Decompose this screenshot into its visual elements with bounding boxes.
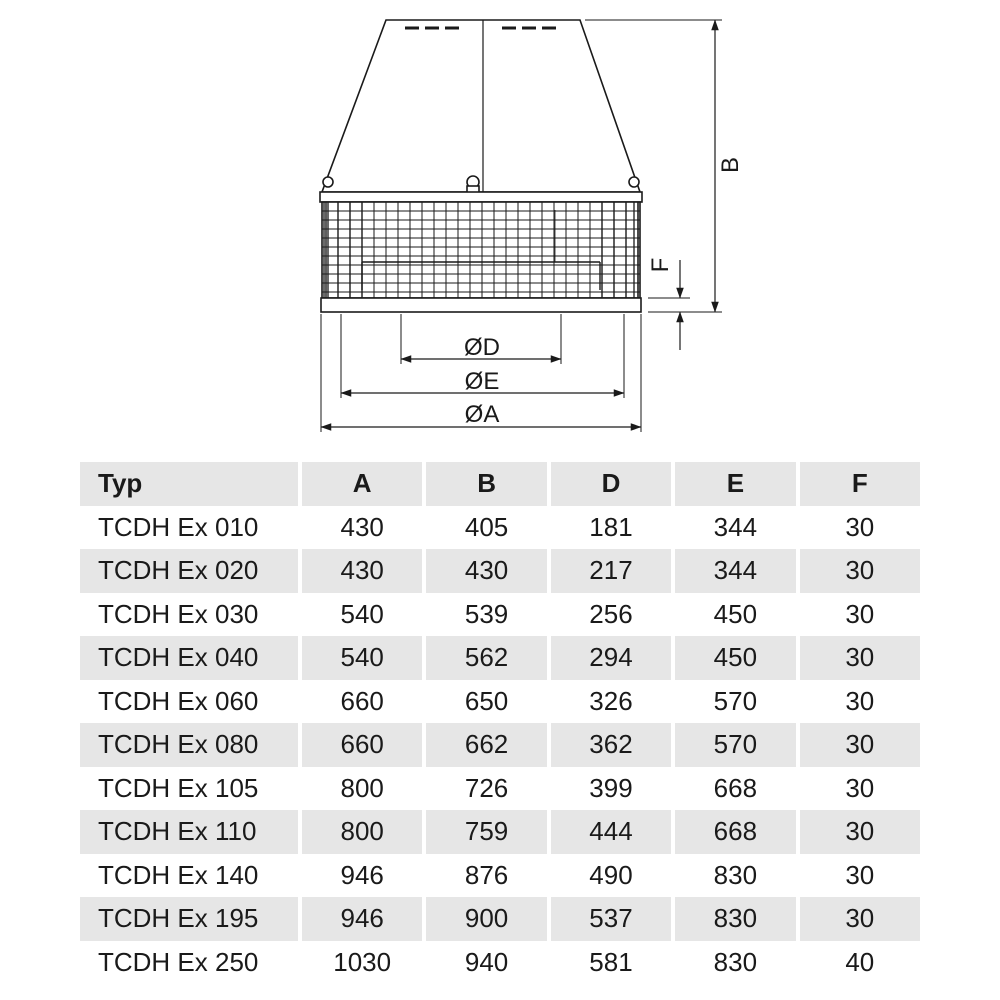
cell-dimension-e: 668 [713,772,758,803]
label-b: B [717,156,744,174]
table-row [80,723,920,767]
table-row [80,897,920,941]
cell-typ: TCDH Ex 250 [98,946,259,977]
cell-dimension-e: 830 [713,946,758,977]
cell-dimension-b: 900 [426,897,546,941]
table-header-row [80,462,920,506]
cell-dimension-f: 30 [800,897,920,941]
motor-hood [322,20,640,192]
header-a: A [302,462,422,506]
cell-dimension-e: 570 [675,723,795,767]
header-typ: Typ [80,462,298,506]
housing-top-rim [320,192,642,202]
cell-dimension-d: 537 [551,897,671,941]
cell-dimension-e: 450 [675,636,795,680]
table-row [80,636,920,680]
dimensions-table [76,462,924,984]
cell-dimension-d: 256 [589,598,633,629]
cell-dimension-f: 30 [845,859,875,890]
cell-typ: TCDH Ex 010 [98,511,259,542]
cell-typ: TCDH Ex 195 [80,897,298,941]
cell-dimension-b: 562 [426,636,546,680]
cell-dimension-a: 800 [302,810,422,854]
cell-typ: TCDH Ex 040 [80,636,298,680]
label-e: ØE [464,368,500,395]
cell-typ: TCDH Ex 060 [98,685,259,716]
cell-typ: TCDH Ex 030 [98,598,259,629]
cell-dimension-d: 326 [589,685,633,716]
cell-dimension-a: 540 [340,598,384,629]
cell-dimension-b: 539 [464,598,509,629]
cell-dimension-a: 660 [302,723,422,767]
cell-dimension-d: 217 [551,549,671,593]
header-e: E [675,462,795,506]
cell-dimension-b: 430 [426,549,546,593]
cell-dimension-d: 294 [551,636,671,680]
table-row [80,680,920,724]
cell-typ: TCDH Ex 080 [80,723,298,767]
cell-dimension-f: 30 [800,723,920,767]
cell-dimension-f: 30 [800,549,920,593]
table-row [80,506,920,550]
cell-dimension-e: 830 [675,897,795,941]
cell-typ: TCDH Ex 105 [98,772,259,803]
cell-dimension-b: 759 [426,810,546,854]
cell-dimension-b: 405 [464,511,509,542]
cell-typ: TCDH Ex 020 [80,549,298,593]
cell-dimension-a: 540 [302,636,422,680]
cell-dimension-b: 726 [464,772,509,803]
protection-grille [322,202,640,298]
cell-dimension-f: 30 [800,810,920,854]
header-f: F [800,462,920,506]
cell-dimension-e: 668 [675,810,795,854]
cell-dimension-a: 1030 [333,946,392,977]
cell-dimension-a: 800 [340,772,384,803]
table-row [80,767,920,811]
base-flange [321,298,641,312]
cell-dimension-b: 662 [426,723,546,767]
label-f: F [647,257,674,273]
cell-dimension-b: 940 [464,946,509,977]
cell-dimension-b: 650 [464,685,509,716]
cell-dimension-f: 30 [800,636,920,680]
label-a: ØA [464,401,500,428]
cell-dimension-d: 362 [551,723,671,767]
cell-dimension-a: 660 [340,685,384,716]
cell-dimension-f: 40 [845,946,875,977]
table-row [80,593,920,637]
cell-dimension-d: 399 [589,772,633,803]
cell-dimension-f: 30 [845,511,875,542]
cell-dimension-e: 830 [713,859,758,890]
fan-technical-drawing [0,0,1000,460]
cell-dimension-a: 430 [340,511,384,542]
cell-typ: TCDH Ex 110 [80,810,298,854]
header-d: D [551,462,671,506]
header-b: B [426,462,546,506]
cell-dimension-d: 181 [589,511,633,542]
cell-dimension-f: 30 [845,685,875,716]
cell-dimension-b: 876 [464,859,509,890]
cell-dimension-f: 30 [845,772,875,803]
table-row [80,854,920,898]
cell-dimension-a: 946 [340,859,384,890]
label-d: ØD [464,334,500,361]
cell-dimension-a: 430 [302,549,422,593]
cell-dimension-e: 450 [713,598,758,629]
cell-dimension-e: 344 [675,549,795,593]
cell-dimension-d: 490 [589,859,633,890]
cell-dimension-e: 344 [713,511,758,542]
cell-dimension-d: 444 [551,810,671,854]
cell-dimension-d: 581 [589,946,633,977]
cell-dimension-a: 946 [302,897,422,941]
cell-dimension-e: 570 [713,685,758,716]
cell-typ: TCDH Ex 140 [98,859,259,890]
table-row [80,549,920,593]
cell-dimension-f: 30 [845,598,875,629]
table-row [80,941,920,985]
table-row [80,810,920,854]
